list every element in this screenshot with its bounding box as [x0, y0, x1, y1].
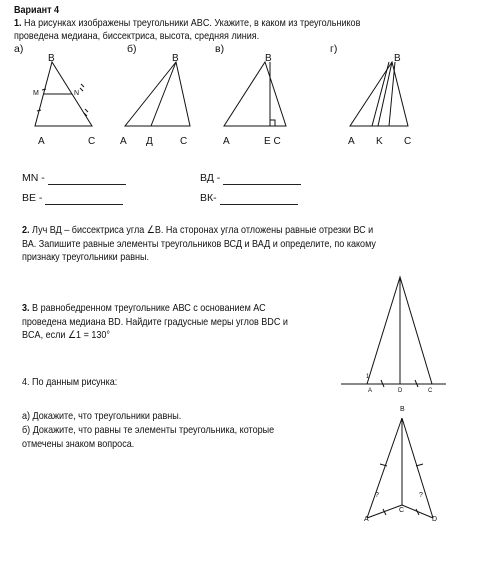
task2-line2: ВА. Запишите равные элементы треугольников ВСД и ВАД и определите, по какому: [22, 237, 376, 250]
task4-vertex-d: D: [432, 516, 438, 523]
fig-b-vertex-d: Д: [146, 136, 153, 147]
task3-vertex-d: D: [398, 388, 403, 394]
fig-c-vertex-ec: E C: [264, 136, 281, 147]
task3-line2: проведена медиана BD. Найдите градусные меры углов BDC и: [22, 315, 288, 328]
figure-g-label: г): [330, 43, 338, 55]
task4-line-b2: отмечены знаком вопроса.: [22, 438, 135, 450]
fig-a-vertex-c: C: [88, 136, 96, 147]
fig-a-vertex-b: B: [48, 53, 55, 64]
task3-line3: BCA, если ∠1 = 130°: [22, 329, 111, 341]
fig-b-vertex-b: B: [172, 53, 179, 64]
fig-b-vertex-a: A: [120, 136, 127, 147]
fig-a-vertex-n: N: [74, 90, 80, 97]
page-title: Вариант 4: [14, 4, 60, 16]
task4-side-bd: [402, 418, 433, 518]
task2-line1: 2. Луч ВД – биссектриса угла ∠В. На сторонах угла отложены равные отрезки ВС и: [22, 224, 374, 236]
task3-angle-label: 1: [366, 374, 370, 380]
task3-number: 3.: [22, 302, 30, 314]
task1-text-line2: проведена медиана, биссектриса, высота, средняя линия.: [14, 30, 260, 42]
task2-number: 2.: [22, 224, 30, 236]
fig-b-vertex-c: C: [180, 136, 188, 147]
task3-vertex-a: A: [368, 388, 373, 394]
fig-d-vertex-b: B: [394, 53, 401, 64]
task4-side-ba: [367, 418, 405, 518]
fig-d-vertex-k: K: [376, 136, 383, 147]
task4-question-left: ?: [375, 492, 379, 499]
task4-line-b1: б) Докажите, что равны те элементы треугольника, которые: [22, 424, 275, 436]
task3-vertex-c: C: [428, 388, 433, 394]
task3-line1: 3. В равнобедренном треугольнике АВС с основанием АС: [22, 302, 266, 314]
answer-mn-label: MN -: [22, 172, 45, 184]
fig-c-vertex-a: A: [223, 136, 230, 147]
fig-d-vertex-c: C: [404, 136, 412, 147]
task4-question-right: ?: [419, 492, 423, 499]
task4-vertex-c: C: [399, 507, 405, 514]
answer-vd-label: ВД -: [200, 172, 221, 184]
fig-a-vertex-m: M: [33, 90, 39, 97]
task4-line-a: а) Докажите, что треугольники равны.: [22, 410, 182, 422]
figure-a-label: а): [14, 43, 24, 55]
answer-be-label: BE -: [22, 192, 43, 204]
task1-text-line1: На рисунках изображены треугольники ABC. Укажите, в каком из треугольников: [24, 17, 361, 29]
task4-vertex-a: A: [364, 516, 369, 523]
task2-line3: признаку треугольники равны.: [22, 251, 150, 263]
task1-number: 1.: [14, 17, 22, 29]
task4-number: 4.: [22, 376, 30, 388]
task4-intro: По данным рисунка:: [32, 376, 118, 388]
answer-vk-label: ВК-: [200, 192, 217, 204]
figure-v-label: в): [215, 43, 225, 55]
fig-d-vertex-a: A: [348, 136, 355, 147]
fig-a-vertex-a: A: [38, 136, 45, 147]
fig-c-vertex-b: B: [265, 53, 272, 64]
figure-b-label: б): [127, 43, 137, 55]
task4-vertex-b: B: [400, 406, 405, 413]
